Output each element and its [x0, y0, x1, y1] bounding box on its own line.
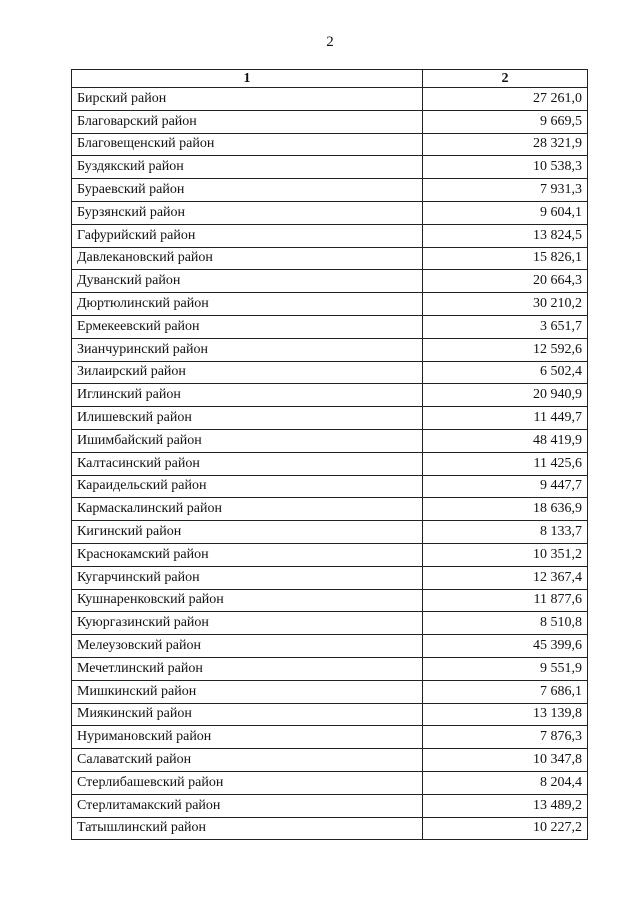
column-header-1: 1: [72, 70, 423, 88]
table-row: [72, 566, 588, 589]
table-row: [72, 726, 588, 749]
amount-cell: 10 538,3: [423, 156, 588, 179]
table-row: [72, 407, 588, 430]
table-row: [72, 703, 588, 726]
district-name-cell: Зилаирский район: [72, 361, 423, 384]
districts-table: [71, 69, 588, 840]
district-name-cell: Бураевский район: [72, 179, 423, 202]
district-name-cell: Татышлинский район: [72, 817, 423, 840]
district-name-cell: Стерлитамакский район: [72, 794, 423, 817]
district-name-cell: Ермекеевский район: [72, 315, 423, 338]
amount-cell: 11 449,7: [423, 407, 588, 430]
amount-cell: 8 133,7: [423, 521, 588, 544]
amount-cell: 20 940,9: [423, 384, 588, 407]
amount-cell: 12 367,4: [423, 566, 588, 589]
table-row: [72, 270, 588, 293]
amount-cell: 10 351,2: [423, 543, 588, 566]
district-name-cell: Калтасинский район: [72, 452, 423, 475]
district-name-cell: Бурзянский район: [72, 201, 423, 224]
amount-cell: 45 399,6: [423, 635, 588, 658]
amount-cell: 8 510,8: [423, 612, 588, 635]
table-row: [72, 794, 588, 817]
page-number: 2: [326, 34, 334, 50]
district-name-cell: Куюргазинский район: [72, 612, 423, 635]
amount-cell: 48 419,9: [423, 429, 588, 452]
table-row: [72, 201, 588, 224]
table-row: [72, 498, 588, 521]
amount-cell: 9 604,1: [423, 201, 588, 224]
table-row: [72, 110, 588, 133]
column-header-2: 2: [423, 70, 588, 88]
district-name-cell: Кармаскалинский район: [72, 498, 423, 521]
district-name-cell: Ишимбайский район: [72, 429, 423, 452]
table-row: [72, 338, 588, 361]
table-row: [72, 475, 588, 498]
amount-cell: 7 876,3: [423, 726, 588, 749]
table-row: [72, 749, 588, 772]
table-row: [72, 543, 588, 566]
amount-cell: 7 686,1: [423, 680, 588, 703]
district-name-cell: Миякинский район: [72, 703, 423, 726]
amount-cell: 9 447,7: [423, 475, 588, 498]
district-name-cell: Кугарчинский район: [72, 566, 423, 589]
table-row: [72, 635, 588, 658]
table-row: [72, 384, 588, 407]
amount-cell: 9 551,9: [423, 657, 588, 680]
district-name-cell: Гафурийский район: [72, 224, 423, 247]
table-body: [72, 88, 588, 840]
table-row: [72, 771, 588, 794]
table-row: [72, 521, 588, 544]
district-name-cell: Иглинский район: [72, 384, 423, 407]
amount-cell: 28 321,9: [423, 133, 588, 156]
table-row: [72, 589, 588, 612]
district-name-cell: Зианчуринский район: [72, 338, 423, 361]
district-name-cell: Караидельский район: [72, 475, 423, 498]
table-row: [72, 133, 588, 156]
table-row: [72, 429, 588, 452]
amount-cell: 3 651,7: [423, 315, 588, 338]
district-name-cell: Благовещенский район: [72, 133, 423, 156]
table-row: [72, 293, 588, 316]
district-name-cell: Мечетлинский район: [72, 657, 423, 680]
district-name-cell: Мишкинский район: [72, 680, 423, 703]
district-name-cell: Илишевский район: [72, 407, 423, 430]
table-row: [72, 224, 588, 247]
amount-cell: 27 261,0: [423, 88, 588, 111]
amount-cell: 20 664,3: [423, 270, 588, 293]
amount-cell: 15 826,1: [423, 247, 588, 270]
amount-cell: 8 204,4: [423, 771, 588, 794]
table-row: [72, 88, 588, 111]
amount-cell: 7 931,3: [423, 179, 588, 202]
district-name-cell: Буздякский район: [72, 156, 423, 179]
district-name-cell: Стерлибашевский район: [72, 771, 423, 794]
table-row: [72, 657, 588, 680]
table-row: [72, 612, 588, 635]
district-name-cell: Дуванский район: [72, 270, 423, 293]
table-header-row: [72, 70, 588, 88]
district-name-cell: Мелеузовский район: [72, 635, 423, 658]
district-name-cell: Бирский район: [72, 88, 423, 111]
district-name-cell: Кигинский район: [72, 521, 423, 544]
table-row: [72, 315, 588, 338]
amount-cell: 10 347,8: [423, 749, 588, 772]
amount-cell: 13 489,2: [423, 794, 588, 817]
amount-cell: 12 592,6: [423, 338, 588, 361]
table-row: [72, 179, 588, 202]
table-row: [72, 247, 588, 270]
amount-cell: 18 636,9: [423, 498, 588, 521]
amount-cell: 30 210,2: [423, 293, 588, 316]
table-row: [72, 361, 588, 384]
district-name-cell: Давлекановский район: [72, 247, 423, 270]
amount-cell: 6 502,4: [423, 361, 588, 384]
amount-cell: 11 425,6: [423, 452, 588, 475]
district-name-cell: Кушнаренковский район: [72, 589, 423, 612]
district-name-cell: Салаватский район: [72, 749, 423, 772]
district-name-cell: Благоварский район: [72, 110, 423, 133]
amount-cell: 10 227,2: [423, 817, 588, 840]
table-row: [72, 156, 588, 179]
table-row: [72, 452, 588, 475]
amount-cell: 11 877,6: [423, 589, 588, 612]
amount-cell: 13 824,5: [423, 224, 588, 247]
district-name-cell: Дюртюлинский район: [72, 293, 423, 316]
table-row: [72, 817, 588, 840]
district-name-cell: Краснокамский район: [72, 543, 423, 566]
district-name-cell: Нуримановский район: [72, 726, 423, 749]
amount-cell: 9 669,5: [423, 110, 588, 133]
amount-cell: 13 139,8: [423, 703, 588, 726]
table-row: [72, 680, 588, 703]
